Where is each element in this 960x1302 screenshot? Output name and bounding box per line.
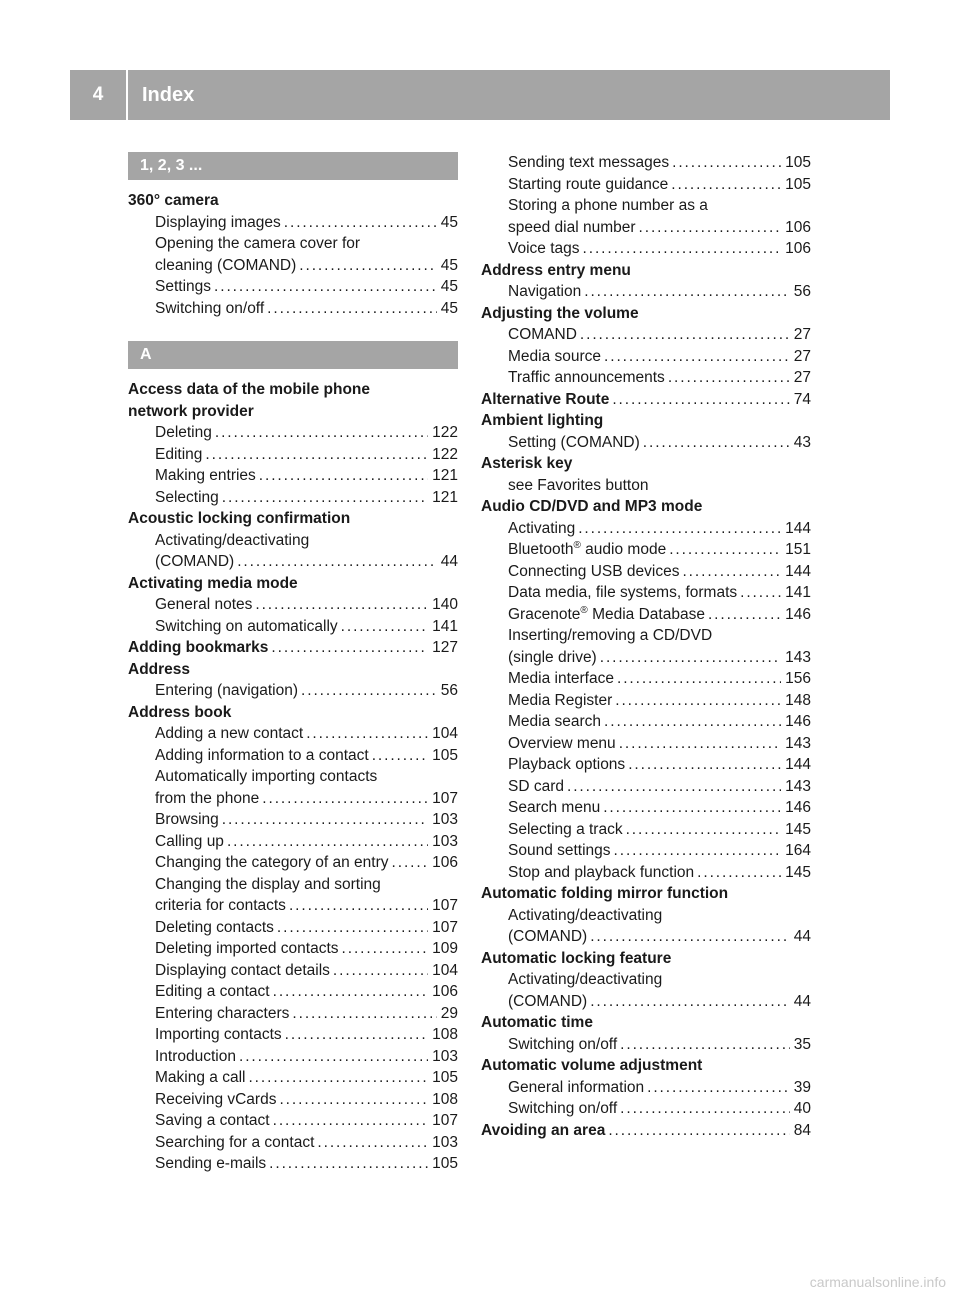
entry-page[interactable]: 74 [793,390,811,408]
index-entry[interactable] [481,819,811,841]
dot-leader [608,1120,789,1142]
dot-leader [614,840,782,862]
index-entry-text: Inserting/removing a CD/DVD [508,627,713,644]
dot-leader [672,152,781,174]
index-entry[interactable] [128,444,458,466]
entry-text: Adding a new contact [155,725,304,742]
entry-text: Switching on/off [508,1035,618,1053]
entry-page[interactable]: 84 [793,1121,811,1139]
entry-text: Adding bookmarks [128,639,269,656]
index-entry[interactable] [481,346,811,368]
entry-page[interactable]: 143 [785,648,811,666]
entry-page[interactable]: 107 [432,897,458,914]
entry-text: Entering (navigation) [155,682,299,699]
entry-text: Stop and playback function [508,863,695,881]
entry-page[interactable]: 106 [432,854,458,871]
dot-leader [267,298,437,320]
index-entry[interactable] [128,616,458,638]
index-entry[interactable] [128,981,458,1003]
entry-page[interactable]: 27 [793,347,811,365]
dot-leader [615,690,781,712]
index-entry[interactable] [481,1034,811,1056]
entry-text: Overview menu [508,734,616,752]
entry-text: (COMAND) [508,992,588,1010]
index-entry[interactable] [481,432,811,454]
entry-page[interactable]: 107 [432,918,458,936]
entry-text: Making a call [155,1069,246,1086]
entry-page[interactable]: 105 [785,175,811,193]
entry-page[interactable]: 103 [432,811,458,828]
entry-page[interactable]: 43 [793,433,811,451]
index-entry[interactable] [481,174,811,196]
index-heading: Asterisk key [481,455,573,472]
index-entry[interactable] [128,422,458,444]
index-entry-text: Automatically importing contacts [155,768,378,785]
entry-text-part: Bluetooth [508,541,574,558]
entry-text: Receiving vCards [155,1090,277,1108]
entry-page[interactable]: 108 [432,1026,458,1043]
index-heading: Address entry menu [481,261,631,279]
dot-leader [222,487,428,509]
dot-leader [620,1098,790,1120]
entry-page[interactable]: 127 [432,639,458,656]
index-entry-text: Changing the display and sorting [155,875,381,893]
index-entry[interactable] [481,1077,811,1099]
entry-text: Activating [508,519,576,537]
index-entry[interactable] [128,745,458,767]
entry-text: Adding information to a contact [155,746,369,764]
index-entry[interactable] [128,1024,458,1046]
index-entry[interactable] [128,723,458,745]
index-entry[interactable] [481,539,811,561]
entry-page[interactable]: 103 [432,832,458,850]
dot-leader [682,561,781,583]
entry-page[interactable]: 108 [432,1090,458,1108]
dot-leader [277,917,428,939]
dot-leader [237,551,437,573]
entry-page[interactable]: 35 [793,1035,811,1053]
index-heading: Ambient lighting [481,412,604,429]
dot-leader [273,1110,429,1132]
index-heading: Audio CD/DVD and MP3 mode [481,498,703,515]
dot-leader [567,776,781,798]
entry-page[interactable]: 105 [432,1069,458,1086]
entry-text: speed dial number [508,218,636,236]
entry-page[interactable]: 144 [785,562,811,580]
entry-text: (COMAND) [508,928,588,945]
header-divider [126,70,128,120]
dot-leader [580,324,790,346]
dot-leader [578,518,781,540]
entry-text: Searching for a contact [155,1133,315,1151]
index-entry[interactable] [481,733,811,755]
index-entry[interactable] [481,840,811,862]
watermark: carmanualsonline.info [809,1274,946,1290]
dot-leader [620,1034,790,1056]
index-entry[interactable] [128,831,458,853]
entry-page[interactable]: 106 [432,983,458,1000]
dot-leader [619,733,781,755]
entry-text: Displaying contact details [155,961,330,979]
dot-leader [603,797,781,819]
entry-page[interactable]: 148 [785,691,811,709]
dot-leader [289,895,428,917]
index-entry[interactable] [128,1046,458,1068]
index-entry[interactable] [128,551,458,573]
entry-text: cleaning (COMAND) [155,256,297,274]
entry-page[interactable]: 40 [793,1100,811,1117]
index-entry[interactable] [128,1110,458,1132]
registered-mark: ® [573,539,581,551]
dot-leader [259,465,428,487]
dot-leader [669,539,781,561]
entry-text: COMAND [508,326,577,343]
entry-text: Connecting USB devices [508,562,680,580]
index-entry[interactable] [128,276,458,298]
index-entry[interactable] [481,217,811,239]
entry-page[interactable]: 56 [793,283,811,300]
entry-text [508,604,705,626]
index-heading-entry[interactable] [128,637,458,659]
dot-leader [341,616,428,638]
dot-leader [306,723,428,745]
entry-text: Introduction [155,1047,236,1065]
entry-text: criteria for contacts [155,897,286,914]
dot-leader [600,647,781,669]
entry-page[interactable]: 105 [432,746,458,764]
index-entry[interactable] [481,991,811,1013]
entry-text: Selecting a track [508,820,623,838]
entry-text: Media search [508,713,602,730]
entry-page[interactable]: 103 [432,1133,458,1151]
entry-page[interactable]: 146 [785,713,811,730]
entry-text: Saving a contact [155,1112,270,1129]
dot-leader [697,862,781,884]
index-entry[interactable] [128,809,458,831]
index-heading: Access data of the mobile phone [128,381,371,398]
entry-text: Media source [508,347,602,365]
entry-text: Navigation [508,283,582,300]
entry-text: Deleting imported contacts [155,940,339,957]
entry-text: General notes [155,596,253,613]
entry-page[interactable]: 145 [785,820,811,838]
index-heading: Acoustic locking confirmation [128,510,351,527]
dot-leader [299,255,436,277]
entry-page[interactable]: 140 [432,596,458,613]
index-entry-text: Storing a phone number as a [508,197,708,214]
entry-text: General information [508,1078,645,1096]
entry-text-part: audio mode [580,541,667,558]
entry-page[interactable]: 121 [432,467,458,484]
dot-leader [269,1153,428,1175]
entry-text: Sound settings [508,842,611,859]
index-entry[interactable] [481,668,811,690]
index-heading: Automatic volume adjustment [481,1057,703,1074]
index-entry[interactable] [481,862,811,884]
dot-leader [617,668,781,690]
dot-leader [222,809,428,831]
entry-page[interactable]: 44 [793,992,811,1010]
entry-page[interactable]: 164 [785,842,811,859]
section-header-numbers: 1, 2, 3 ... [128,152,458,180]
entry-page[interactable]: 104 [432,725,458,742]
index-entry[interactable] [128,788,458,810]
index-entry[interactable] [481,561,811,583]
entry-page[interactable]: 105 [432,1155,458,1172]
entry-page[interactable]: 107 [432,789,458,807]
entry-text: Media interface [508,670,614,687]
entry-page[interactable]: 146 [785,799,811,816]
dot-leader [626,819,782,841]
entry-page[interactable]: 45 [440,278,458,295]
entry-text: Switching on automatically [155,617,338,635]
entry-page[interactable]: 107 [432,1112,458,1129]
entry-page[interactable]: 45 [440,299,458,317]
entry-text: Switching on/off [508,1100,618,1117]
dot-leader [262,788,428,810]
entry-page[interactable]: 104 [432,961,458,979]
entry-page[interactable]: 103 [432,1047,458,1065]
index-entry[interactable] [128,938,458,960]
dot-leader [372,745,428,767]
entry-page[interactable]: 144 [785,756,811,773]
entry-page[interactable]: 106 [785,240,811,257]
index-entry-text: Activating/deactivating [508,971,663,988]
dot-leader [392,852,429,874]
index-entry[interactable] [128,255,458,277]
index-entry[interactable] [481,647,811,669]
index-heading: Address book [128,703,232,721]
index-heading: Automatic locking feature [481,949,672,967]
index-heading: Automatic time [481,1014,593,1031]
index-heading: Activating media mode [128,574,298,592]
index-entry[interactable] [128,852,458,874]
entry-text: Setting (COMAND) [508,433,640,451]
index-entry[interactable] [481,1098,811,1120]
index-entry[interactable] [481,604,811,626]
index-entry[interactable] [128,1003,458,1025]
index-entry[interactable] [128,298,458,320]
index-entry-text: Activating/deactivating [508,906,663,924]
dot-leader [604,346,790,368]
index-heading: Adjusting the volume [481,304,639,322]
entry-text: Calling up [155,832,224,850]
entry-text: Media Register [508,691,613,709]
entry-page[interactable]: 45 [440,256,458,274]
entry-page[interactable]: 44 [440,553,458,570]
entry-page[interactable]: 27 [793,326,811,343]
index-entry[interactable] [481,754,811,776]
entry-page[interactable]: 143 [785,734,811,752]
index-entry[interactable] [128,1089,458,1111]
dot-leader [227,831,428,853]
entry-text: Sending text messages [508,154,670,171]
entry-text-part: Gracenote [508,605,581,623]
entry-text: Starting route guidance [508,175,669,193]
dot-leader [668,367,790,389]
dot-leader [279,1089,428,1111]
index-entry[interactable] [128,212,458,234]
entry-text: Switching on/off [155,299,265,317]
dot-leader [214,276,437,298]
dot-leader [215,422,428,444]
dot-leader [604,711,781,733]
entry-text: Deleting contacts [155,918,274,936]
entry-text: Avoiding an area [481,1121,606,1139]
dot-leader [584,281,790,303]
page-title: Index [142,83,195,106]
entry-text: from the phone [155,789,260,807]
spacer [128,180,458,190]
entry-text: Browsing [155,811,219,828]
entry-text [508,539,666,561]
entry-text: Alternative Route [481,390,610,408]
index-heading: Address [128,660,191,678]
dot-leader [643,432,790,454]
index-entry[interactable] [128,960,458,982]
entry-page[interactable]: 109 [432,940,458,957]
spacer [128,319,458,341]
index-heading: Automatic folding mirror function [481,885,729,902]
dot-leader [239,1046,428,1068]
index-entry[interactable] [481,926,811,948]
index-entry[interactable] [481,518,811,540]
index-entry[interactable] [481,776,811,798]
entry-page[interactable]: 122 [432,424,458,441]
entry-text: Voice tags [508,240,580,257]
index-entry[interactable] [481,152,811,174]
dot-leader [273,981,429,1003]
dot-leader [671,174,781,196]
entry-text-part: Media Database [587,605,705,623]
entry-text: Traffic announcements [508,369,665,386]
entry-text: Entering characters [155,1004,290,1022]
index-entry[interactable] [481,281,811,303]
dot-leader [639,217,782,239]
entry-text: Making entries [155,467,256,484]
entry-page[interactable]: 146 [785,605,811,623]
index-entry[interactable] [481,324,811,346]
entry-text: Editing [155,445,203,463]
dot-leader [647,1077,790,1099]
entry-text: Changing the category of an entry [155,854,389,871]
dot-leader [583,238,782,260]
spacer [128,369,458,379]
entry-text: Sending e-mails [155,1155,267,1172]
entry-page[interactable]: 39 [793,1078,811,1096]
entry-page[interactable]: 141 [785,584,811,601]
entry-page[interactable]: 151 [785,541,811,558]
index-entry[interactable] [128,594,458,616]
entry-page[interactable]: 105 [785,154,811,171]
dot-leader [317,1132,428,1154]
dot-leader [590,991,790,1013]
entry-page[interactable]: 56 [440,682,458,699]
registered-mark: ® [580,604,588,616]
dot-leader [301,680,437,702]
index-heading: network provider [128,402,254,420]
index-heading-entry[interactable] [481,389,811,411]
entry-text: Importing contacts [155,1026,282,1043]
index-entry[interactable] [481,582,811,604]
entry-page[interactable]: 121 [432,488,458,506]
dot-leader [271,637,428,659]
dot-leader [708,604,781,626]
entry-page[interactable]: 27 [793,369,811,386]
dot-leader [628,754,781,776]
dot-leader [590,926,790,948]
index-entry[interactable] [128,487,458,509]
entry-text: Data media, file systems, formats [508,584,738,601]
dot-leader [342,938,429,960]
page-number: 4 [92,84,104,105]
index-column-right [481,152,811,1141]
dot-leader [284,212,437,234]
entry-text: (single drive) [508,648,597,666]
dot-leader [285,1024,428,1046]
index-entry[interactable] [481,238,811,260]
dot-leader [333,960,428,982]
index-entry[interactable] [128,917,458,939]
entry-page[interactable]: 141 [432,617,458,635]
entry-page[interactable]: 122 [432,445,458,463]
page-header [70,70,890,120]
index-heading-entry[interactable] [481,1120,811,1142]
index-entry[interactable] [128,1153,458,1175]
entry-text: Deleting [155,424,212,441]
index-entry[interactable] [128,1067,458,1089]
entry-page[interactable]: 106 [785,218,811,236]
index-entry[interactable] [128,1132,458,1154]
entry-page[interactable]: 144 [785,519,811,537]
index-entry[interactable] [481,711,811,733]
index-entry-text: Opening the camera cover for [155,235,361,252]
dot-leader [740,582,781,604]
index-entry[interactable] [128,680,458,702]
entry-page[interactable]: 143 [785,777,811,795]
dot-leader [612,389,789,411]
dot-leader [292,1003,436,1025]
index-heading: 360° camera [128,192,219,209]
index-entry[interactable] [481,690,811,712]
dot-leader [205,444,428,466]
section-header-a: A [128,341,458,369]
entry-page[interactable]: 29 [440,1004,458,1022]
dot-leader [255,594,428,616]
entry-text: Displaying images [155,213,281,231]
entry-text: Playback options [508,756,626,773]
index-entry[interactable] [481,367,811,389]
entry-text: Search menu [508,799,601,816]
index-column-left [128,152,458,1175]
entry-text: (COMAND) [155,553,235,570]
entry-page[interactable]: 156 [785,670,811,687]
entry-page[interactable]: 45 [440,213,458,231]
index-entry[interactable] [128,465,458,487]
index-entry[interactable] [481,797,811,819]
entry-page[interactable]: 145 [785,863,811,881]
dot-leader [248,1067,428,1089]
entry-text: Selecting [155,488,219,506]
entry-page[interactable]: 44 [793,928,811,945]
entry-text: SD card [508,777,564,795]
entry-text: Editing a contact [155,983,270,1000]
index-entry-text: Activating/deactivating [155,531,310,549]
entry-text: Settings [155,278,212,295]
index-entry[interactable] [128,895,458,917]
index-see-reference[interactable]: see Favorites button [508,476,649,494]
